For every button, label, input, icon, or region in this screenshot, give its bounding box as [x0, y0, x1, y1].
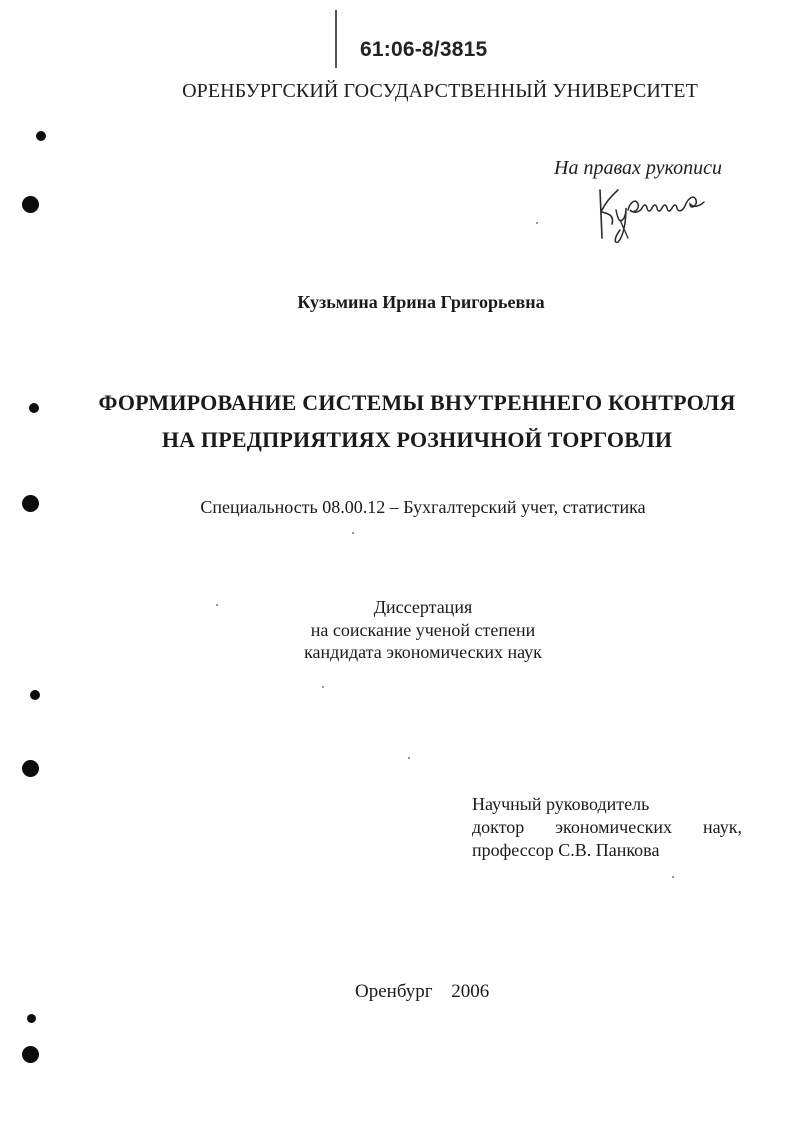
scan-speck: [322, 686, 324, 688]
scan-speck: [352, 532, 354, 534]
punch-hole: [36, 131, 46, 141]
degree-name: кандидата экономических наук: [304, 642, 542, 662]
punch-hole: [22, 1046, 39, 1063]
punch-hole: [27, 1014, 36, 1023]
dissertation-title-line-2: НА ПРЕДПРИЯТИЯХ РОЗНИЧНОЙ ТОРГОВЛИ: [161, 427, 673, 452]
supervisor-name: профессор С.В. Панкова: [472, 840, 660, 860]
punch-hole: [30, 690, 40, 700]
archive-stamp-line: [335, 10, 337, 68]
punch-hole: [22, 495, 39, 512]
archive-code: 61:06-8/3815: [360, 38, 488, 61]
supervisor-label: Научный руководитель: [472, 794, 650, 814]
scan-speck: [672, 876, 674, 878]
dissertation-label: Диссертация: [373, 597, 473, 617]
punch-hole: [22, 760, 39, 777]
specialty: Специальность 08.00.12 – Бухгалтерский учет, статистика: [200, 497, 646, 517]
university-name: ОРЕНБУРГСКИЙ ГОСУДАРСТВЕННЫЙ УНИВЕРСИТЕТ: [182, 80, 698, 102]
punch-hole: [29, 403, 39, 413]
manuscript-rights-note: На правах рукописи: [554, 157, 722, 179]
author-name: Кузьмина Ирина Григорьевна: [297, 292, 545, 312]
punch-hole: [22, 196, 39, 213]
degree-line: на соискание ученой степени: [310, 620, 536, 640]
author-signature: [590, 180, 730, 246]
scan-speck: [536, 222, 538, 224]
dissertation-title-line-1: ФОРМИРОВАНИЕ СИСТЕМЫ ВНУТРЕННЕГО КОНТРОЛЯ: [98, 390, 736, 415]
scan-speck: [216, 604, 218, 606]
supervisor-degree: доктор экономических наук,: [472, 817, 742, 837]
scan-speck: [408, 757, 410, 759]
city-year: Оренбург 2006: [355, 981, 490, 1002]
